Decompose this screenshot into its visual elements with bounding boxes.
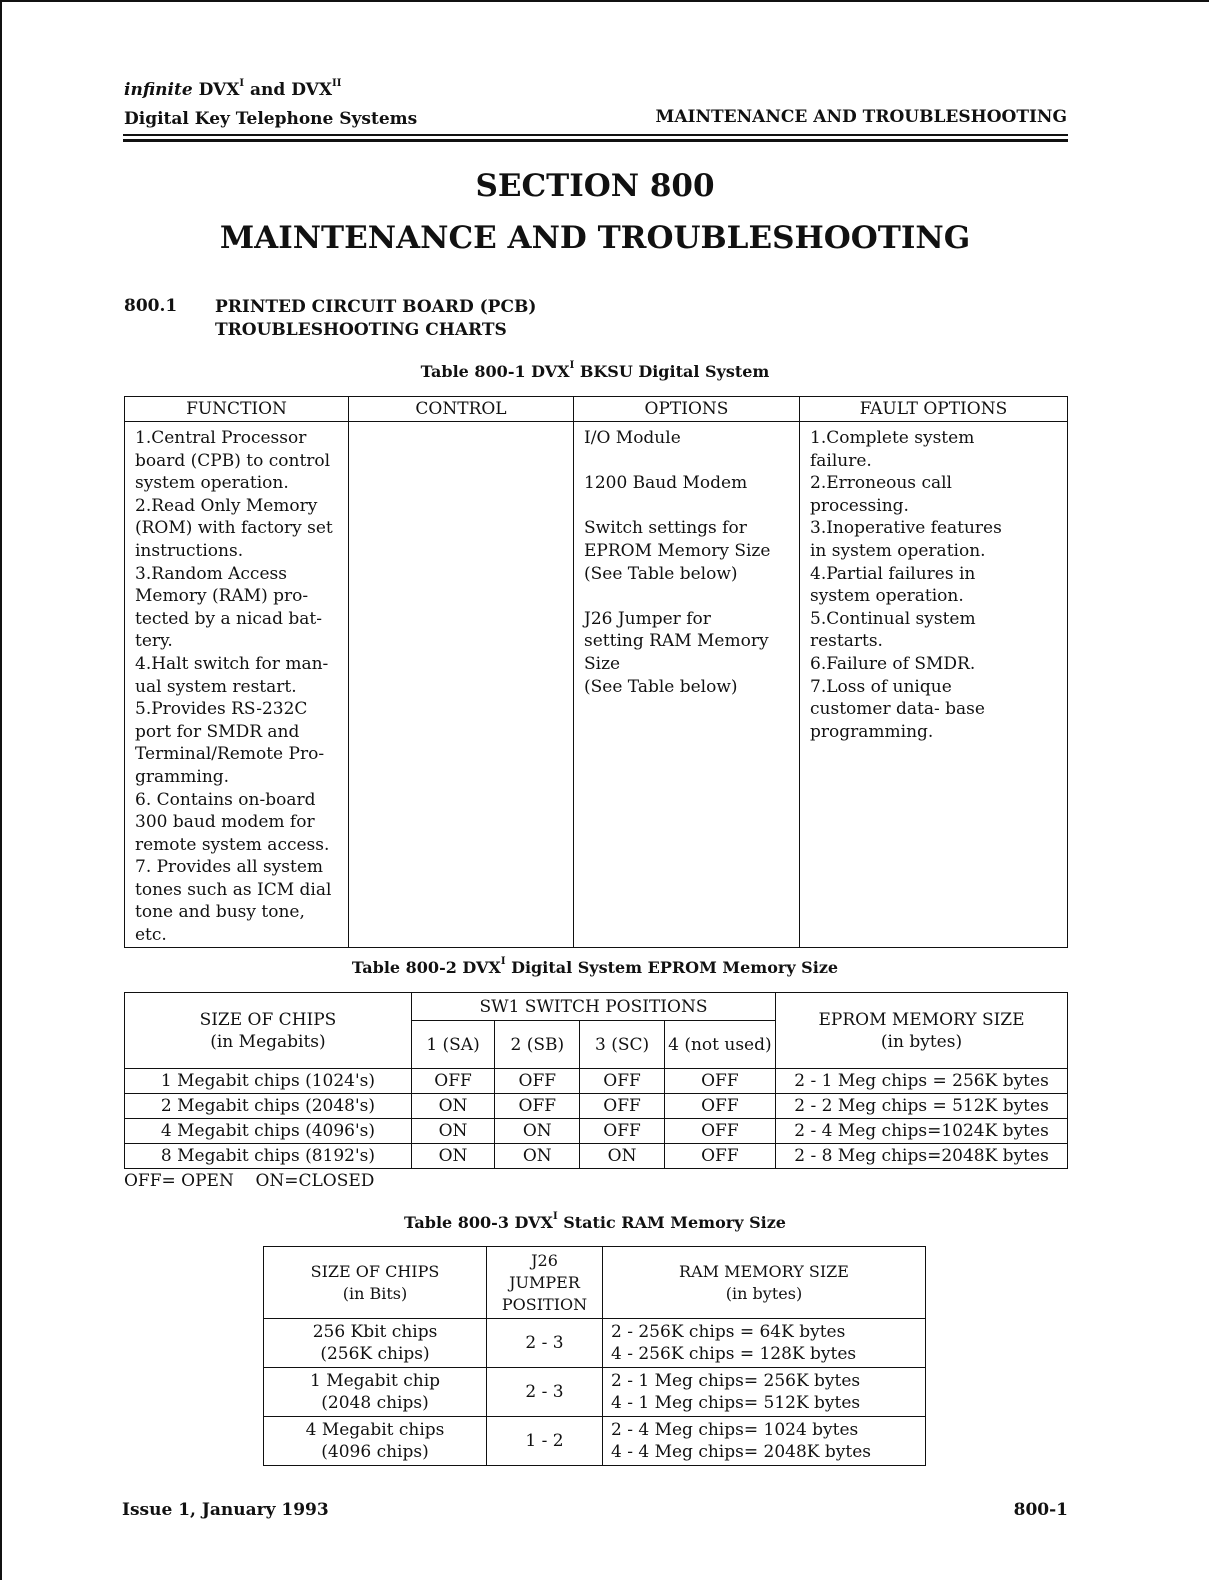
- table2-header-mem: [776, 993, 1068, 1069]
- table1-function-cell: [125, 422, 349, 948]
- footer-issue: Issue 1, January 1993: [122, 1500, 329, 1520]
- fault-line: 7.Loss of unique: [810, 676, 952, 697]
- function-line: system operation.: [135, 473, 289, 494]
- fault-line: processing.: [810, 495, 909, 516]
- table3-size-cell: [264, 1319, 487, 1368]
- table3-header-jumper-line1: J26: [531, 1250, 558, 1270]
- table3-jumper-cell: 2 - 3: [487, 1368, 603, 1417]
- table2-cell: 8 Megabit chips (8192's): [125, 1144, 412, 1169]
- function-line: 3.Random Access: [135, 563, 287, 584]
- section-title: SECTION 800: [475, 168, 715, 204]
- fault-line: 6.Failure of SMDR.: [810, 653, 976, 674]
- table2-cell: OFF: [580, 1119, 664, 1144]
- fault-line: system operation.: [810, 586, 964, 607]
- table2-col-sa: 1 (SA): [411, 1021, 494, 1069]
- table-row: [125, 1119, 1068, 1144]
- table3-mem-cell: [603, 1417, 926, 1466]
- table2-cell: ON: [495, 1144, 580, 1169]
- table-row: [125, 1144, 1068, 1169]
- table3-jumper-cell: 1 - 2: [487, 1417, 603, 1466]
- fault-line: in system operation.: [810, 540, 986, 561]
- function-line: remote system access.: [135, 834, 330, 855]
- table2-header-mem-line2: (in bytes): [880, 1031, 963, 1052]
- table-row: [264, 1417, 926, 1466]
- table3-size-line1: 4 Megabit chips: [305, 1420, 445, 1440]
- table3-caption-pre: Table 800-3 DVX: [404, 1213, 553, 1232]
- options-line: Switch settings for: [584, 518, 747, 539]
- header-sup2: II: [332, 78, 342, 89]
- function-line: 7. Provides all system: [135, 857, 324, 878]
- header-right: MAINTENANCE AND TROUBLESHOOTING: [655, 107, 1067, 127]
- table2-cell: 2 - 8 Meg chips=2048K bytes: [776, 1144, 1068, 1169]
- options-gap: [584, 495, 791, 518]
- table2-col-not-used: 4 (not used): [664, 1021, 775, 1069]
- table3-header-size: [264, 1247, 487, 1319]
- header-sup1: I: [239, 78, 245, 89]
- table2-header-size: [125, 993, 412, 1069]
- table1: [124, 396, 1068, 948]
- table3-header-mem-line2: (in bytes): [725, 1283, 803, 1303]
- function-line: etc.: [135, 925, 167, 946]
- table-row: [264, 1319, 926, 1368]
- table2-caption-post: Digital System EPROM Memory Size: [511, 958, 839, 977]
- subsection-number: 800.1: [124, 296, 178, 316]
- function-line: tones such as ICM dial: [135, 879, 332, 900]
- table2-cell: OFF: [580, 1069, 664, 1094]
- table2-cell: ON: [411, 1144, 494, 1169]
- table3-mem-line2: 4 - 256K chips = 128K bytes: [611, 1344, 857, 1364]
- function-line: 4.Halt switch for man-: [135, 653, 329, 674]
- table1-header-options: OPTIONS: [574, 397, 800, 422]
- table2-cell: ON: [495, 1119, 580, 1144]
- fault-line: 3.Inoperative features: [810, 518, 1002, 539]
- table1-caption: [0, 362, 1190, 381]
- table1-header-fault: FAULT OPTIONS: [800, 397, 1068, 422]
- table1-header-function: FUNCTION: [125, 397, 349, 422]
- function-line: 1.Central Processor: [135, 428, 307, 448]
- table2-header-size-line2: (in Megabits): [210, 1031, 326, 1052]
- subsection-title-line2: TROUBLESHOOTING CHARTS: [215, 320, 507, 340]
- table3-size-cell: [264, 1417, 487, 1466]
- table3-mem-line2: 4 - 4 Meg chips= 2048K bytes: [611, 1442, 871, 1462]
- function-line: Terminal/Remote Pro-: [135, 744, 325, 765]
- header-rule: [123, 134, 1068, 136]
- options-line: J26 Jumper for: [584, 608, 711, 629]
- table3-caption-post: Static RAM Memory Size: [563, 1213, 786, 1232]
- header-and: and DVX: [250, 80, 333, 100]
- function-line: 300 baud modem for: [135, 812, 315, 833]
- table2-cell: ON: [411, 1094, 494, 1119]
- table2-header-sw: SW1 SWITCH POSITIONS: [411, 993, 775, 1021]
- table2-cell: ON: [411, 1119, 494, 1144]
- table2-cell: OFF: [664, 1094, 775, 1119]
- table3-header-mem: [603, 1247, 926, 1319]
- table3-mem-line1: 2 - 1 Meg chips= 256K bytes: [611, 1371, 861, 1391]
- table3-mem-line1: 2 - 256K chips = 64K bytes: [611, 1322, 846, 1342]
- function-line: tone and busy tone,: [135, 902, 305, 923]
- table2-cell: OFF: [495, 1094, 580, 1119]
- table2-cell: OFF: [580, 1094, 664, 1119]
- fault-line: 1.Complete system: [810, 428, 975, 448]
- table2-cell: 4 Megabit chips (4096's): [125, 1119, 412, 1144]
- table1-fault-cell: [800, 422, 1068, 948]
- header-product: [124, 80, 341, 100]
- table1-options-cell: [574, 422, 800, 948]
- options-line: I/O Module: [584, 428, 681, 448]
- options-line: 1200 Baud Modem: [584, 473, 748, 494]
- table3-caption-sup: I: [552, 1211, 558, 1222]
- header-dvx: DVX: [198, 80, 240, 100]
- table2-caption-pre: Table 800-2 DVX: [351, 958, 501, 977]
- options-line: Size: [584, 653, 621, 674]
- table1-header-control: CONTROL: [349, 397, 574, 422]
- table2-cell: 1 Megabit chips (1024's): [125, 1069, 412, 1094]
- table2-cell: OFF: [664, 1144, 775, 1169]
- options-line: (See Table below): [584, 676, 738, 697]
- table2-cell: 2 Megabit chips (2048's): [125, 1094, 412, 1119]
- table2: [124, 992, 1068, 1169]
- options-gap: [584, 585, 791, 608]
- table3-size-line1: 256 Kbit chips: [312, 1322, 438, 1342]
- footer-page-number: 800-1: [1013, 1500, 1068, 1520]
- table3-size-line2: (2048 chips): [321, 1393, 429, 1413]
- table3-caption: [0, 1213, 1190, 1232]
- table2-col-sc: 3 (SC): [580, 1021, 664, 1069]
- function-line: 5.Provides RS-232C: [135, 699, 308, 720]
- table3-header-jumper: [487, 1247, 603, 1319]
- table2-cell: OFF: [495, 1069, 580, 1094]
- table3-jumper-cell: 2 - 3: [487, 1319, 603, 1368]
- table2-cell: OFF: [664, 1119, 775, 1144]
- table2-cell: 2 - 1 Meg chips = 256K bytes: [776, 1069, 1068, 1094]
- section-subtitle: MAINTENANCE AND TROUBLESHOOTING: [219, 220, 971, 256]
- table3-header-size-line2: (in Bits): [342, 1283, 408, 1303]
- function-line: port for SMDR and: [135, 721, 300, 742]
- function-line: ual system restart.: [135, 676, 297, 697]
- subsection-title-line1: PRINTED CIRCUIT BOARD (PCB): [215, 297, 537, 317]
- function-line: board (CPB) to control: [135, 450, 331, 471]
- fault-line: restarts.: [810, 631, 883, 652]
- table2-header-mem-line1: EPROM MEMORY SIZE: [818, 1009, 1025, 1030]
- table3: [263, 1246, 926, 1466]
- function-line: tery.: [135, 631, 173, 652]
- table3-mem-cell: [603, 1368, 926, 1417]
- fault-line: 2.Erroneous call: [810, 473, 952, 494]
- table3-size-line2: (4096 chips): [321, 1442, 429, 1462]
- subsection-title: [215, 296, 536, 342]
- table2-cell: OFF: [411, 1069, 494, 1094]
- options-line: (See Table below): [584, 563, 738, 584]
- table3-mem-line1: 2 - 4 Meg chips= 1024 bytes: [611, 1420, 859, 1440]
- table3-mem-line2: 4 - 1 Meg chips= 512K bytes: [611, 1393, 861, 1413]
- options-gap: [584, 450, 791, 473]
- table2-cell: OFF: [664, 1069, 775, 1094]
- options-line: setting RAM Memory: [584, 631, 769, 652]
- table3-header-mem-line1: RAM MEMORY SIZE: [679, 1261, 849, 1281]
- table-row: [125, 1069, 1068, 1094]
- table3-size-line2: (256K chips): [320, 1344, 430, 1364]
- table-row: [264, 1368, 926, 1417]
- table3-header-jumper-line2: JUMPER: [509, 1272, 580, 1292]
- table2-note: OFF= OPEN ON=CLOSED: [124, 1171, 375, 1191]
- table2-cell: 2 - 4 Meg chips=1024K bytes: [776, 1119, 1068, 1144]
- table1-control-cell: [349, 422, 574, 948]
- fault-line: programming.: [810, 721, 934, 742]
- header-rule-thick: [123, 139, 1068, 142]
- function-line: Memory (RAM) pro-: [135, 586, 309, 607]
- table3-mem-cell: [603, 1319, 926, 1368]
- table2-cell: 2 - 2 Meg chips = 512K bytes: [776, 1094, 1068, 1119]
- table2-cell: ON: [580, 1144, 664, 1169]
- table2-caption-sup: I: [500, 956, 506, 967]
- options-line: EPROM Memory Size: [584, 540, 771, 561]
- fault-line: customer data- base: [810, 699, 985, 720]
- table-row: [125, 1094, 1068, 1119]
- function-line: instructions.: [135, 540, 244, 561]
- table3-size-line1: 1 Megabit chip: [309, 1371, 441, 1391]
- function-line: (ROM) with factory set: [135, 518, 333, 539]
- table2-caption: [0, 958, 1190, 977]
- function-line: tected by a nicad bat-: [135, 608, 322, 629]
- fault-line: failure.: [810, 450, 872, 471]
- table2-col-sb: 2 (SB): [495, 1021, 580, 1069]
- table3-header-jumper-line3: POSITION: [501, 1294, 588, 1314]
- header-brand: infinite: [124, 80, 193, 100]
- table1-caption-post: BKSU Digital System: [579, 362, 770, 381]
- function-line: gramming.: [135, 766, 230, 787]
- table1-caption-pre: Table 800-1 DVX: [420, 362, 570, 381]
- function-line: 6. Contains on-board: [135, 789, 316, 810]
- table2-header-size-line1: SIZE OF CHIPS: [199, 1009, 337, 1030]
- fault-line: 5.Continual system: [810, 608, 976, 629]
- header-subtitle: Digital Key Telephone Systems: [124, 109, 418, 129]
- table3-size-cell: [264, 1368, 487, 1417]
- table3-header-size-line1: SIZE OF CHIPS: [310, 1261, 440, 1281]
- fault-line: 4.Partial failures in: [810, 563, 976, 584]
- table1-caption-sup: I: [569, 360, 575, 371]
- function-line: 2.Read Only Memory: [135, 495, 318, 516]
